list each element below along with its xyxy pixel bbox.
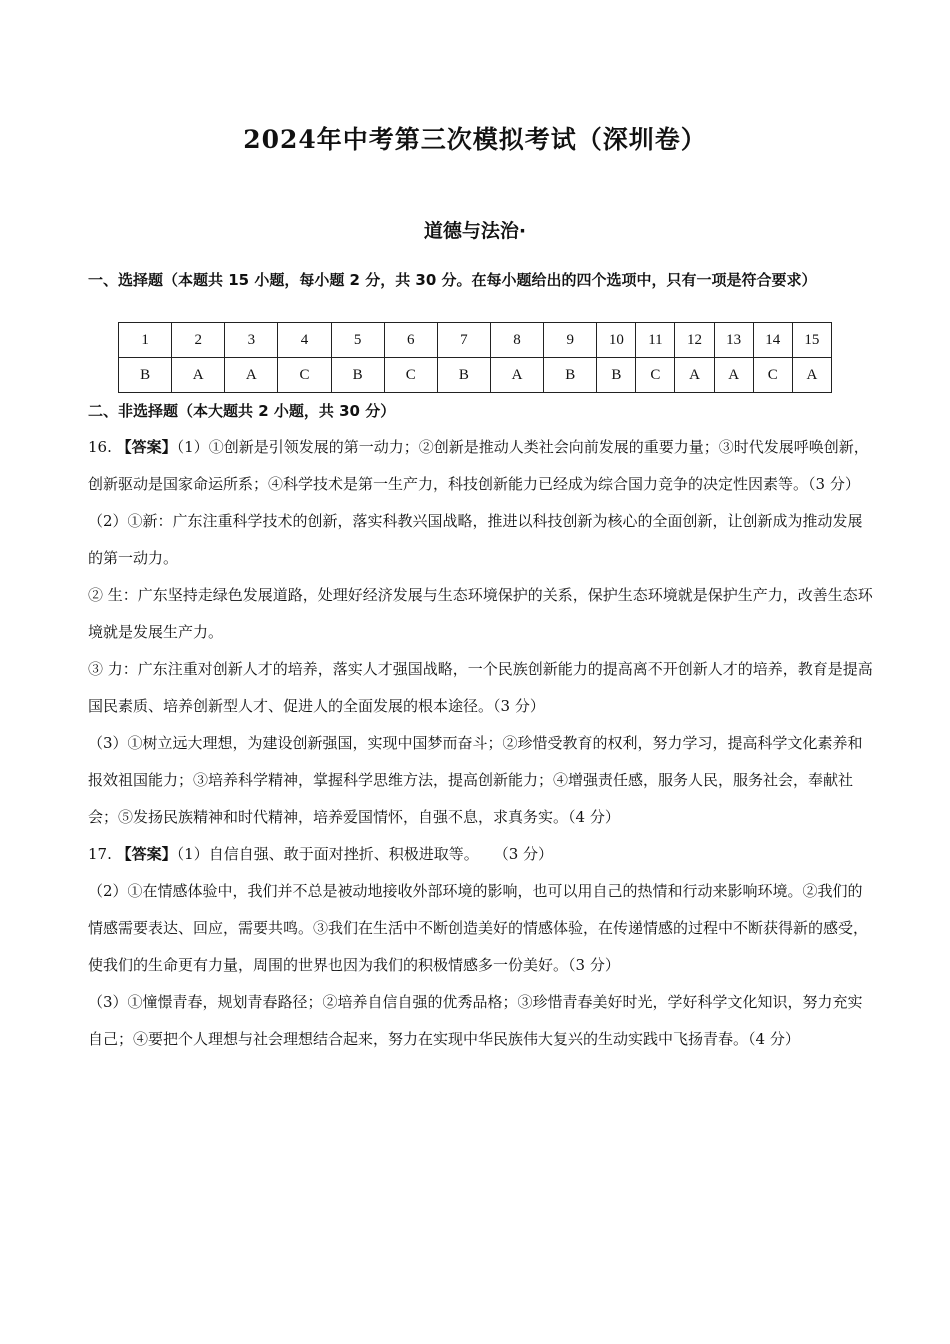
q17-paragraph-3: （3）①憧憬青春，规划青春路径；②培养自信自强的优秀品格；③珍惜青春美好时光，学好科学文化知识，努力充实自己；④要把个人理想与社会理想结合起来，努力在实现中华民族伟大复兴的生动实践中飞扬青春。（4 分） xyxy=(88,993,863,1048)
answer-cell: A xyxy=(172,358,225,393)
section-2-heading: 二、非选择题（本大题共 2 小题，共 30 分） xyxy=(88,402,396,420)
exam-title: 2024年中考第三次模拟考试（深圳卷） xyxy=(243,125,707,154)
answer-cell: B xyxy=(544,358,597,393)
answer-table-number-row xyxy=(119,323,832,358)
answer-cell: C xyxy=(753,358,792,393)
question-number: 4 xyxy=(278,323,331,358)
answer-cell: A xyxy=(225,358,278,393)
question-number: 2 xyxy=(172,323,225,358)
answer-cell: C xyxy=(278,358,331,393)
subject-title: 道德与法治· xyxy=(423,220,527,242)
question-number: 9 xyxy=(544,323,597,358)
section-1-heading: 一、选择题（本题共 15 小题，每小题 2 分，共 30 分。在每小题给出的四个选项中，只有一项是符合要求） xyxy=(88,271,817,289)
q17-answer-tag: 【答案】 xyxy=(116,845,177,863)
question-number: 3 xyxy=(225,323,278,358)
answer-table-answer-row xyxy=(119,358,832,393)
question-number: 12 xyxy=(675,323,714,358)
q16-paragraph-5: （3）①树立远大理想，为建设创新强国，实现中国梦而奋斗；②珍惜受教育的权利，努力学习，提高科学文化素养和报效祖国能力；③培养科学精神，掌握科学思维方法，提高创新能力；④增强责任感，服务人民，服务社会，奉献社会；⑤发扬民族精神和时代精神，培养爱国情怀，自强不息，求真务实。（4 分） xyxy=(88,734,863,826)
question-number: 8 xyxy=(490,323,543,358)
q16-paragraph-3: ② 生：广东坚持走绿色发展道路，处理好经济发展与生态环境保护的关系，保护生态环境就是保护生产力，改善生态环境就是发展生产力。 xyxy=(88,586,873,641)
answer-table xyxy=(118,322,832,393)
answer-cell: B xyxy=(597,358,636,393)
answer-cell: C xyxy=(384,358,437,393)
answer-cell: A xyxy=(490,358,543,393)
q17-part1: （1）自信自强、敢于面对挫折、积极进取等。 （3 分） xyxy=(176,845,554,863)
answer-cell: C xyxy=(636,358,675,393)
answer-cell: B xyxy=(437,358,490,393)
q16-paragraph-4: ③ 力：广东注重对创新人才的培养，落实人才强国战略，一个民族创新能力的提高离不开创新人才的培养，教育是提高国民素质、培养创新型人才、促进人的全面发展的根本途径。（3 分） xyxy=(88,660,873,715)
q16-paragraph-2: （2）①新：广东注重科学技术的创新，落实科教兴国战略，推进以科技创新为核心的全面创新，让创新成为推动发展的第一动力。 xyxy=(88,512,863,567)
question-number: 10 xyxy=(597,323,636,358)
q17-number: 17. xyxy=(88,845,112,863)
answer-cell: A xyxy=(675,358,714,393)
question-number: 5 xyxy=(331,323,384,358)
question-number: 13 xyxy=(714,323,753,358)
q17-paragraph-2: （2）①在情感体验中，我们并不总是被动地接收外部环境的影响，也可以用自己的热情和行动来影响环境。②我们的情感需要表达、回应，需要共鸣。③我们在生活中不断创造美好的情感体验，在传递情感的过程中不断获得新的感受，使我们的生命更有力量，周围的世界也因为我们的积极情感多一份美好。（3 分） xyxy=(88,882,869,974)
question-number: 15 xyxy=(792,323,831,358)
question-number: 7 xyxy=(437,323,490,358)
answer-cell: B xyxy=(119,358,172,393)
question-number: 6 xyxy=(384,323,437,358)
answers-body xyxy=(88,429,873,1058)
q16-answer-tag: 【答案】 xyxy=(116,438,177,456)
question-number: 14 xyxy=(753,323,792,358)
question-number: 11 xyxy=(636,323,675,358)
q16-paragraph-1 xyxy=(88,429,873,503)
answer-cell: A xyxy=(792,358,831,393)
q16-part1: （1）①创新是引领发展的第一动力；②创新是推动人类社会向前发展的重要力量；③时代发展呼唤创新，创新驱动是国家命运所系；④科学技术是第一生产力，科技创新能力已经成为综合国力竞争的决定性因素等。（3 分） xyxy=(88,438,869,493)
q17-paragraph-1 xyxy=(88,836,873,873)
question-number: 1 xyxy=(119,323,172,358)
answer-cell: B xyxy=(331,358,384,393)
answer-cell: A xyxy=(714,358,753,393)
q16-number: 16. xyxy=(88,438,112,456)
